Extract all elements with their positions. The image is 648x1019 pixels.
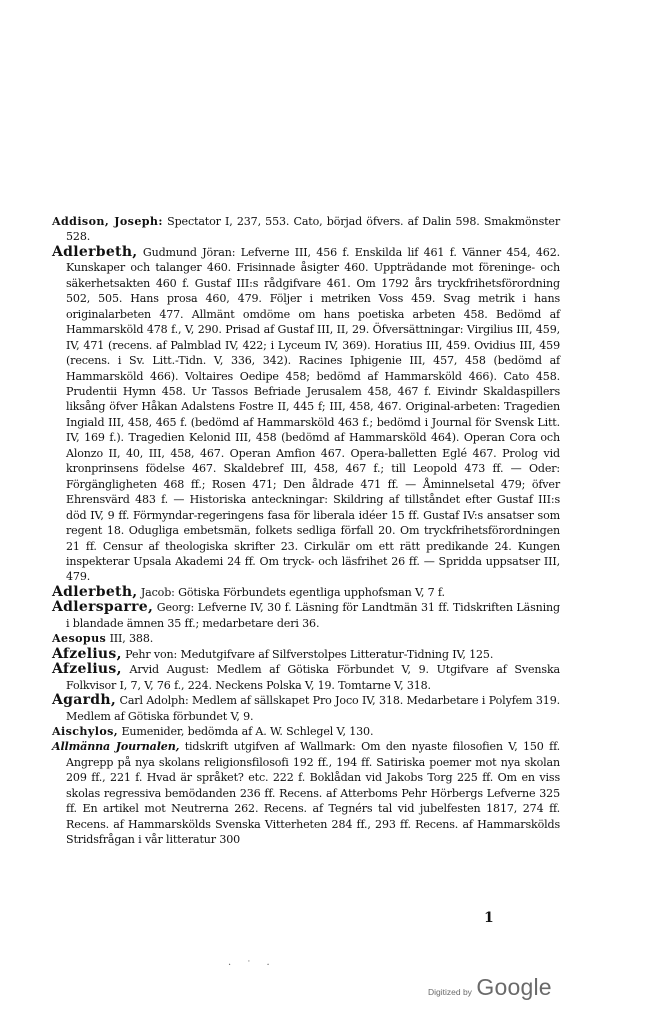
entry-body: Spectator I, 237, 553. Cato, börjad öfvers. af Dalin 598. Smakmönster 528. (66, 215, 561, 244)
index-entry (52, 214, 560, 245)
entry-body: Georg: Lefverne IV, 30 f. Läsning för Landtmän 31 ff. Tidskriften Läsning i blandade ämnen 35 ff.; medarbetare deri 36. (66, 601, 560, 630)
entry-body: tidskrift utgifven af Wallmark: Om den nyaste filosofien V, 150 ff. Angrepp på nya skolans religionsfilosofi 192 ff., 194 ff. Satiriska poemer mot nya skolan 209 ff., 221 f. Hvad är språket? etc. 222 f. Boklådan vid Jakobs Torg 225 ff. Om en viss skolas regressiva bemödanden 236 ff. Recens. af Atterboms Pehr Hörbergs Lefverne 325 ff. En artikel mot Neutrerna 262. Recens. af Tegnérs tal vid jubelfesten 1817, 274 ff. Recens. af Hammarskölds Svenska Vitterheten 284 ff., 293 ff. Recens. af Hammarskölds Stridsfrågan i vår litteratur 300 (66, 740, 561, 847)
index-entry (52, 662, 560, 693)
entry-body: Carl Adolph: Medlem af sällskapet Pro Joco IV, 318. Medarbetare i Polyfem 319. Medlem af Götiska förbundet V, 9. (66, 694, 560, 723)
index-entry (52, 245, 560, 585)
index-entry (52, 693, 560, 724)
watermark-digitized-by: Digitized by (428, 987, 472, 997)
entry-body: Arvid August: Medlem af Götiska Förbundet V, 9. Utgifvare af Svenska Folkvisor I, 7, V, 76 f., 224. Neckens Polska V, 19. Tomtarne V, 318. (66, 663, 560, 692)
entry-body: Jacob: Götiska Förbundets egentliga upphofsman V, 7 f. (137, 585, 445, 599)
page-number: 1 (484, 910, 494, 926)
entry-heading: Allmänna Journalen, (52, 740, 180, 754)
index-entry (52, 647, 560, 662)
entry-body: III, 388. (106, 632, 154, 646)
scan-marks: · ˙ · (228, 960, 276, 971)
index-entry (52, 600, 560, 631)
entry-heading: Adlersparre, (52, 599, 154, 616)
index-entry (52, 724, 560, 739)
entry-body: Pehr von: Medutgifvare af Silfverstolpes Litteratur-Tidning IV, 125. (121, 647, 494, 661)
entry-body: Gudmund Jöran: Lefverne III, 456 f. Enskilda lif 461 f. Vänner 454, 462. Kunskaper och talanger 460. Frisinnade åsigter 460. Uppträdande mot föreninge- och säkerhetsakten 460 f. Gustaf III:s rådgifvare 461. Om 1792 års tryckfrihetsförordning 502, 505. Hans prosa 460, 479. Följer i metriken Voss 459. Svag metrik i hans originalarbeten 477. Allmänt omdöme om hans poetiska arbeten 458. Bedömd af Hammarsköld 478 f., V, 290. Prisad af Gustaf III, II, 29. Öfversättningar: Virgilius III, 459, IV, 471 (recens. af Palmblad IV, 422; i Lyceum IV, 369). Horatius III, 459. Ovidius III, 459 (recens. i Sv. Litt.-Tidn. V, 336, 342). Racines Iphigenie III, 457, 458 (bedömd af Hammarsköld 466). Voltaires Oedipe 458; bedömd af Hammarsköld 466). Cato 458. Prudentii Hymn 458. Ur Tassos Befriade Jerusalem 458, 467 f. Eivindr Skaldaspillers liksång öfver Håkan Adalstens Fostre II, 445 f; III, 458, 467. Original-arbeten: Tragedien Ingiald III, 458, 465 f. (bedömd af Hammarsköld 463 f.; bedömd i Journal för Svensk Litt. IV, 169 f.). Tragedien Kelonid III, 458 (bedömd af Hammarsköld 464). Operan Cora och Alonzo II, 40, III, 458, 467. Operan Amfion 467. Opera-balletten Eglé 467. Prolog vid kronprinsens födelse 467. Skaldebref III, 458, 467 f.; till Leopold 473 ff. — Oder: Förgängligheten 468 ff.; Rosen 471; Den åldrade 471 ff. — Åminnelsetal 479; öfver Ehrensvärd 483 f. — Historiska anteckningar: Skildring af tillståndet efter Gustaf III:s död IV, 9 ff. Förmyndar-regeringens fasa för liberala idéer 15 ff. Gustaf IV:s ansatser som regent 18. Odugliga embetsmän, folkets sedliga förfall 20. Om tryckfrihetsförordningen 21 ff. Censur af theologiska skrifter 23. Cirkulär om ett rätt predikande 24. Kungen inspekterar Upsala Akademi 24 ff. Om tryck- och läsfrihet 26 ff. — Spridda uppsatser III, 479. (66, 245, 560, 584)
watermark-google-logo: Google (476, 974, 552, 1000)
entry-heading: Afzelius, (52, 645, 122, 662)
index-text-block (52, 214, 560, 848)
entry-heading: Adlerbeth, (52, 583, 138, 600)
entry-heading: Agardh, (52, 692, 117, 709)
google-watermark (428, 974, 552, 1001)
entry-body: Eumenider, bedömda af A. W. Schlegel V, 130. (118, 724, 374, 738)
index-entry (52, 585, 560, 600)
entry-heading: Adlerbeth, (52, 243, 138, 260)
entry-heading: Afzelius, (52, 661, 122, 678)
index-entry (52, 739, 560, 847)
entry-heading: Aischylos, (52, 724, 119, 738)
entry-heading: Addison, Joseph: (52, 215, 163, 228)
index-entry (52, 631, 560, 646)
entry-heading: Aesopus (52, 632, 107, 646)
